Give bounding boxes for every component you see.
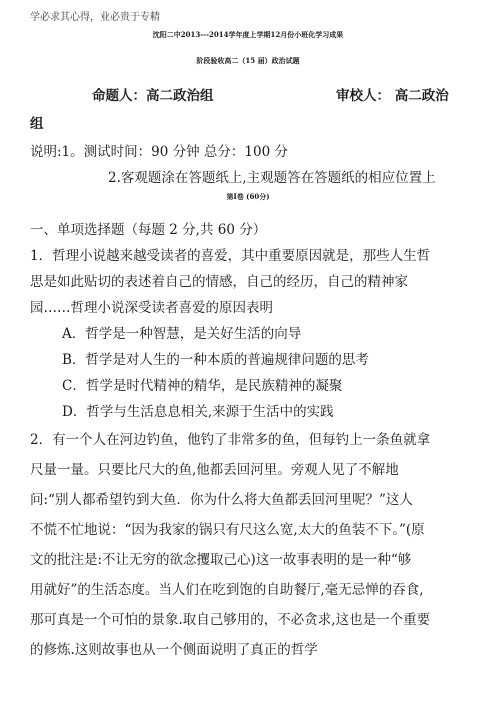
question-2-line: 用就好”的生活态度。当人们在吃到饱的自助餐厅,毫无忌惮的吞食, bbox=[30, 582, 424, 598]
author-right: 审校人： 高二政治 bbox=[336, 88, 449, 104]
question-2-line: 那可真是一个可怕的景象.取自己够用的，不必贪求,这也是一个重要 bbox=[30, 612, 431, 628]
question-2-line: 不慌不忙地说：“因为我家的锅只有尺这么宽,太大的鱼装不下。”(原 bbox=[30, 522, 425, 538]
question-1-option-a: A．哲学是一种智慧，是关好生活的向导 bbox=[62, 326, 302, 342]
question-2-line: 2．有一个人在河边钓鱼，他钓了非常多的鱼，但每钓上一条鱼就拿 bbox=[30, 432, 431, 448]
author-left: 命题人：高二政治组 bbox=[92, 88, 214, 104]
part-title: 一、单项选择题（每题 2 分,共 60 分） bbox=[30, 222, 267, 238]
question-1-option-c: C．哲学是时代精神的精华，是民族精神的凝聚 bbox=[62, 378, 343, 394]
question-1-option-d: D．哲学与生活息息相关,来源于生活中的实践 bbox=[62, 404, 334, 420]
title-line-1: 沈阳二中2013---2014学年度上学期12月份小班化学习成果 bbox=[152, 30, 344, 39]
instructions-line-1: 说明:1。测试时间：90 分钟 总分：100 分 bbox=[30, 144, 288, 160]
question-1-option-b: B．哲学是对人生的一种本质的普遍规律问题的思考 bbox=[62, 352, 369, 368]
question-1-line: 1．哲理小说越来越受读者的喜爱，其中重要原因就是，那些人生哲 bbox=[30, 248, 431, 264]
question-2-line: 问:“别人都希望钓到大鱼．你为什么将大鱼都丢回河里呢？”这人 bbox=[30, 492, 413, 508]
question-2-line: 文的批注是:不让无穷的欲念攫取己心)这一故事表明的是一种“够 bbox=[30, 552, 412, 568]
header-note: 学必求其心得，业必贵于专精 bbox=[30, 12, 160, 23]
author-wrap: 组 bbox=[30, 116, 44, 132]
title-line-2: 阶段验收高二（15 届）政治试题 bbox=[196, 56, 300, 65]
question-2-line: 尺量一量。只要比尺大的鱼,他都丢回河里。旁观人见了不解地 bbox=[30, 462, 399, 478]
question-1-line: 园……哲理小说深受读者喜爱的原因表明 bbox=[30, 300, 273, 316]
instructions-line-2: 2.客观题涂在答题纸上,主观题答在答题纸的相应位置上 bbox=[108, 170, 436, 186]
question-2-line: 的修炼.这则故事也从一个侧面说明了真正的哲学 bbox=[30, 642, 318, 658]
question-1-line: 思是如此贴切的表述着自己的情感，自己的经历，自己的精神家 bbox=[30, 274, 408, 290]
section-title: 第Ⅰ卷 (60分) bbox=[226, 192, 270, 201]
